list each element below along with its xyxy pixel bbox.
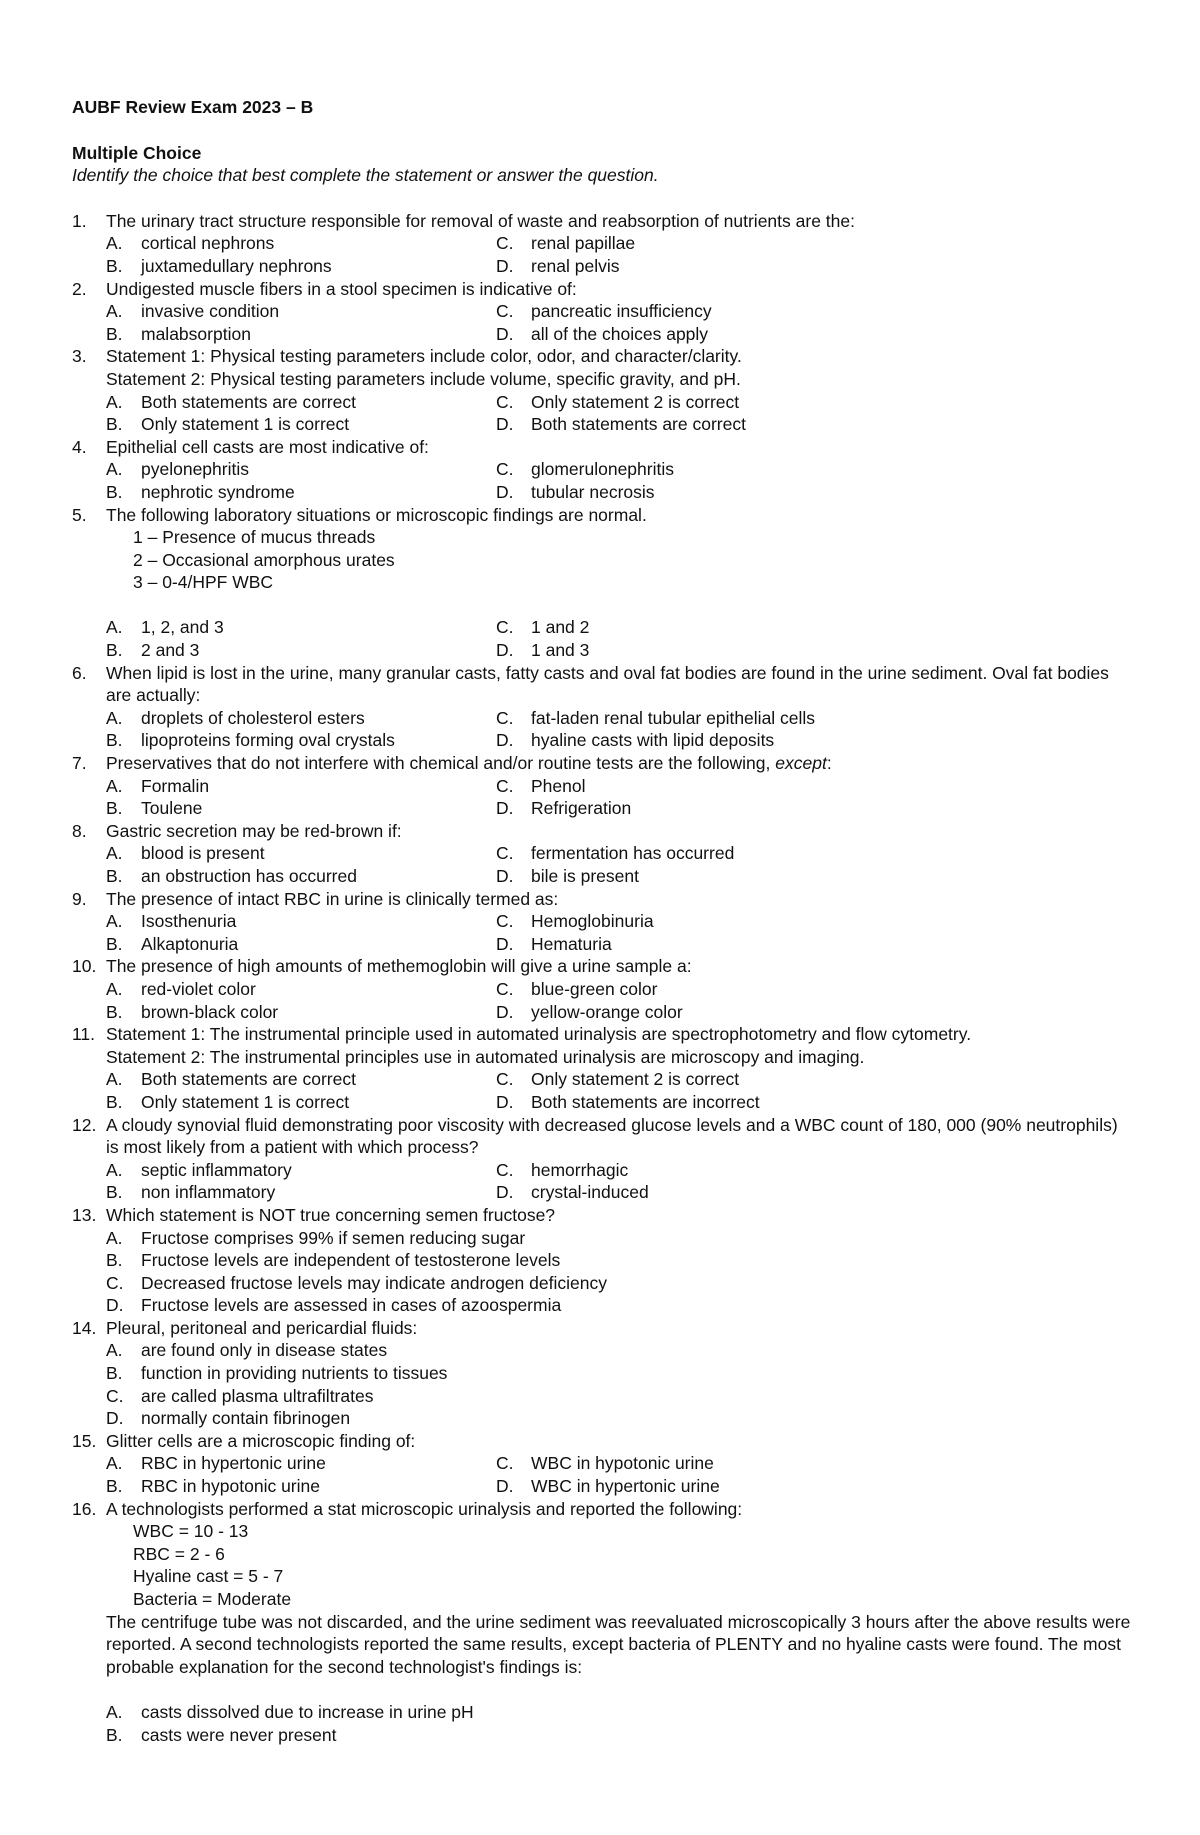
question-number: 15.	[72, 1430, 97, 1451]
choice-letter: A.	[106, 617, 123, 638]
choice-c	[496, 391, 886, 414]
question-number: 5.	[72, 504, 87, 525]
choice-text: bile is present	[531, 866, 639, 886]
choice-b	[106, 1091, 496, 1114]
choice-letter: B.	[106, 481, 123, 502]
choice-letter: B.	[106, 414, 123, 435]
question-number: 14.	[72, 1317, 97, 1338]
choice-b	[106, 865, 496, 888]
choice-letter: D.	[496, 1476, 514, 1497]
choice-letter: A.	[106, 843, 123, 864]
choice-row	[106, 842, 1132, 865]
choice-letter: B.	[106, 1250, 123, 1271]
question-15	[72, 1430, 1132, 1498]
choice-letter: C.	[496, 707, 514, 728]
choice-letter: B.	[106, 255, 123, 276]
finding-item: 3 – 0-4/HPF WBC	[133, 572, 274, 593]
choice-letter: D.	[496, 414, 514, 435]
choice-letter: D.	[496, 640, 514, 661]
choice-text: Decreased fructose levels may indicate androgen deficiency	[141, 1272, 607, 1293]
instructions: Identify the choice that best complete the statement or answer the question.	[72, 165, 659, 186]
choice-c	[496, 707, 886, 730]
choice-text: hyaline casts with lipid deposits	[531, 730, 775, 751]
choice-letter: A.	[106, 1340, 123, 1361]
choice-text: WBC in hypotonic urine	[531, 1453, 714, 1474]
choice-text: cortical nephrons	[141, 233, 275, 254]
choice-a	[106, 458, 496, 481]
choice-letter: C.	[496, 978, 514, 999]
choice-c	[496, 910, 886, 933]
choice-letter: A.	[106, 1453, 123, 1474]
choice-c	[106, 1385, 1132, 1408]
question-3	[72, 345, 1132, 435]
spacer	[106, 594, 1132, 617]
choice-row	[106, 1159, 1132, 1182]
question-stem: The urinary tract structure responsible for removal of waste and reabsorption of nutrients are the:	[106, 210, 855, 231]
choice-text: septic inflammatory	[141, 1159, 292, 1180]
choice-text: Hemoglobinuria	[531, 911, 654, 932]
choice-text: Alkaptonuria	[141, 933, 239, 954]
choice-letter: D.	[496, 255, 514, 276]
choice-d	[496, 729, 886, 752]
choice-row	[106, 1452, 1132, 1475]
choice-row	[106, 910, 1132, 933]
question-number: 10.	[72, 956, 97, 977]
question-stem: The following laboratory situations or microscopic findings are normal.	[106, 504, 647, 525]
choice-c	[496, 458, 886, 481]
choice-text: Toulene	[141, 798, 203, 819]
choice-c	[496, 1068, 886, 1091]
choice-text: brown-black color	[141, 1001, 279, 1022]
choice-c	[496, 232, 886, 255]
choice-text: renal pelvis	[531, 255, 620, 276]
choice-text: are called plasma ultrafiltrates	[141, 1385, 374, 1406]
choice-text: are found only in disease states	[141, 1340, 388, 1361]
choice-c	[496, 616, 886, 639]
choice-text: 1, 2, and 3	[141, 617, 224, 638]
choice-row	[106, 300, 1132, 323]
question-stem: Pleural, peritoneal and pericardial fluids:	[106, 1317, 418, 1338]
choice-text: RBC in hypertonic urine	[141, 1453, 326, 1474]
choice-b	[106, 1724, 1132, 1747]
choice-text: Only statement 1 is correct	[141, 1091, 350, 1112]
question-number: 13.	[72, 1204, 97, 1225]
choice-row	[106, 323, 1132, 346]
choice-letter: B.	[106, 1001, 123, 1022]
choice-letter: C.	[496, 911, 514, 932]
choice-text: glomerulonephritis	[531, 459, 674, 480]
question-number: 16.	[72, 1498, 97, 1519]
choice-text: WBC in hypertonic urine	[531, 1476, 720, 1497]
choice-letter: A.	[106, 1701, 123, 1722]
choice-text: 2 and 3	[141, 640, 200, 661]
choice-letter: C.	[496, 459, 514, 480]
question-stem: Undigested muscle fibers in a stool specimen is indicative of:	[106, 278, 577, 299]
choice-d	[496, 413, 886, 436]
choice-c	[496, 775, 886, 798]
choice-a	[106, 1452, 496, 1475]
choice-text: Phenol	[531, 775, 586, 796]
question-number: 4.	[72, 436, 87, 457]
choice-letter: D.	[106, 1295, 124, 1316]
choice-letter: B.	[106, 323, 123, 344]
question-5	[72, 504, 1132, 662]
choice-text: blue-green color	[531, 978, 658, 999]
choice-d	[496, 1001, 886, 1024]
choice-text: an obstruction has occurred	[141, 866, 357, 886]
choice-b	[106, 1181, 496, 1204]
result-item: WBC = 10 - 13	[133, 1521, 249, 1542]
spacer	[106, 1678, 1132, 1701]
choice-letter: A.	[106, 775, 123, 796]
question-number: 9.	[72, 888, 87, 909]
result-item: Hyaline cast = 5 - 7	[133, 1566, 284, 1587]
choice-text: lipoproteins forming oval crystals	[141, 730, 395, 751]
choice-letter: C.	[496, 391, 514, 412]
question-stem-2: Statement 2: Physical testing parameters include volume, specific gravity, and pH.	[106, 368, 741, 389]
question-4	[72, 436, 1132, 504]
question-10	[72, 955, 1132, 1023]
choice-c	[496, 1452, 886, 1475]
choice-letter: A.	[106, 391, 123, 412]
stem-emphasis: except	[775, 753, 827, 774]
choice-text: Fructose comprises 99% if semen reducing sugar	[141, 1227, 526, 1248]
choice-d	[496, 255, 886, 278]
question-7	[72, 752, 1132, 820]
choice-row	[106, 391, 1132, 414]
choice-a	[106, 707, 496, 730]
choice-letter: A.	[106, 707, 123, 728]
choice-text: pyelonephritis	[141, 459, 249, 480]
choice-text: Isosthenuria	[141, 911, 237, 932]
choice-letter: B.	[106, 933, 123, 954]
choice-letter: C.	[496, 617, 514, 638]
question-stem: The presence of high amounts of methemoglobin will give a urine sample a:	[106, 956, 692, 977]
choice-row	[106, 978, 1132, 1001]
choice-a	[106, 910, 496, 933]
choice-b	[106, 797, 496, 820]
choice-a	[106, 300, 496, 323]
choice-letter: C.	[496, 1159, 514, 1180]
question-13	[72, 1204, 1132, 1317]
choice-row	[106, 775, 1132, 798]
choice-letter: C.	[496, 301, 514, 322]
choice-a	[106, 391, 496, 414]
choice-letter: A.	[106, 911, 123, 932]
question-stem: A technologists performed a stat microscopic urinalysis and reported the following:	[106, 1498, 743, 1519]
choice-letter: C.	[106, 1385, 124, 1406]
question-stem: Statement 1: The instrumental principle used in automated urinalysis are spectrophotometry and flow cytometry.	[106, 1024, 972, 1045]
choice-letter: D.	[496, 730, 514, 751]
choice-letter: C.	[496, 1069, 514, 1090]
choice-d	[496, 1181, 886, 1204]
choice-c	[496, 978, 886, 1001]
choice-a	[106, 1159, 496, 1182]
choice-text: function in providing nutrients to tissues	[141, 1363, 448, 1384]
choice-text: yellow-orange color	[531, 1001, 683, 1022]
choice-text: red-violet color	[141, 978, 256, 999]
choice-letter: C.	[496, 233, 514, 254]
choice-a	[106, 616, 496, 639]
choice-text: hemorrhagic	[531, 1159, 629, 1180]
question-stem: A cloudy synovial fluid demonstrating poor viscosity with decreased glucose levels and a WBC count of 180, 000 (90% neutrophils) is most likely from a patient with which process?	[106, 1114, 1118, 1158]
choice-a	[106, 842, 496, 865]
choice-b	[106, 323, 496, 346]
question-stem: The presence of intact RBC in urine is clinically termed as:	[106, 888, 559, 909]
choice-a	[106, 978, 496, 1001]
choice-letter: D.	[496, 1091, 514, 1112]
choice-row	[106, 616, 1132, 639]
choice-text: juxtamedullary nephrons	[141, 255, 332, 276]
question-6	[72, 662, 1132, 752]
choice-text: Formalin	[141, 775, 210, 796]
choice-letter: B.	[106, 798, 123, 819]
choice-row	[106, 1001, 1132, 1024]
choice-letter: A.	[106, 301, 123, 322]
choice-d	[496, 933, 886, 956]
choice-c	[496, 1159, 886, 1182]
choice-c	[496, 300, 886, 323]
choice-row	[106, 413, 1132, 436]
choice-text: droplets of cholesterol esters	[141, 707, 365, 728]
choice-text: Only statement 1 is correct	[141, 414, 350, 435]
choice-letter: D.	[496, 933, 514, 954]
choice-b	[106, 481, 496, 504]
choice-row	[106, 797, 1132, 820]
choice-text: nephrotic syndrome	[141, 481, 295, 502]
choice-text: fat-laden renal tubular epithelial cells	[531, 707, 816, 728]
choice-letter: A.	[106, 459, 123, 480]
choice-text: tubular necrosis	[531, 481, 655, 502]
choice-letter: B.	[106, 1182, 123, 1203]
question-number: 1.	[72, 210, 87, 231]
choice-row	[106, 255, 1132, 278]
choice-row	[106, 1068, 1132, 1091]
question-number: 2.	[72, 278, 87, 299]
choice-d	[106, 1294, 1132, 1317]
choice-letter: C.	[106, 1272, 124, 1293]
choice-row	[106, 707, 1132, 730]
choice-text: blood is present	[141, 843, 265, 864]
choice-text: Fructose levels are independent of testosterone levels	[141, 1250, 561, 1271]
choice-row	[106, 639, 1132, 662]
choice-b	[106, 729, 496, 752]
question-stem: Statement 1: Physical testing parameters include color, odor, and character/clarity.	[106, 346, 742, 367]
choice-row	[106, 865, 1132, 888]
question-stem: Glitter cells are a microscopic finding of:	[106, 1430, 416, 1451]
question-number: 7.	[72, 753, 87, 774]
choice-text: Hematuria	[531, 933, 612, 954]
choice-a	[106, 1068, 496, 1091]
choice-text: malabsorption	[141, 323, 251, 344]
result-item: Bacteria = Moderate	[133, 1589, 292, 1609]
choice-text: all of the choices apply	[531, 323, 709, 344]
choice-a	[106, 1227, 1132, 1250]
question-number: 3.	[72, 346, 87, 367]
question-number: 8.	[72, 820, 87, 841]
finding-item: 2 – Occasional amorphous urates	[133, 549, 395, 570]
choice-text: Only statement 2 is correct	[531, 1069, 740, 1090]
choice-text: fermentation has occurred	[531, 843, 735, 864]
choice-row	[106, 1181, 1132, 1204]
choice-b	[106, 639, 496, 662]
choice-b	[106, 1362, 1132, 1385]
choice-b	[106, 1475, 496, 1498]
choice-text: casts were never present	[141, 1724, 337, 1745]
question-8	[72, 820, 1132, 888]
question-9	[72, 888, 1132, 956]
choice-row	[106, 232, 1132, 255]
choice-a	[106, 1339, 1132, 1362]
choice-c	[496, 842, 886, 865]
choice-text: RBC in hypotonic urine	[141, 1476, 320, 1497]
choice-letter: D.	[496, 481, 514, 502]
choice-b	[106, 1001, 496, 1024]
choice-text: casts dissolved due to increase in urine pH	[141, 1701, 474, 1722]
question-stem: Epithelial cell casts are most indicative of:	[106, 436, 429, 457]
question-stem-2: Statement 2: The instrumental principles use in automated urinalysis are microscopy and imaging.	[106, 1046, 865, 1067]
choice-letter: D.	[106, 1408, 124, 1429]
question-stem-2: The centrifuge tube was not discarded, and the urine sediment was reevaluated microscopically 3 hours after the above results were reported. A second technologists reported the same results, except bacteria of PLENTY and no hyaline casts were found. The most probable explanation for the second technologist's findings is:	[106, 1611, 1131, 1677]
question-16	[72, 1498, 1132, 1747]
finding-item: 1 – Presence of mucus threads	[133, 527, 376, 548]
choice-letter: B.	[106, 1724, 123, 1745]
choice-text: Both statements are correct	[141, 391, 356, 412]
choice-letter: B.	[106, 730, 123, 751]
question-1	[72, 210, 1132, 278]
choice-d	[496, 481, 886, 504]
choice-text: Both statements are incorrect	[531, 1091, 760, 1112]
choice-letter: D.	[496, 1182, 514, 1203]
choice-d	[496, 323, 886, 346]
choice-b	[106, 933, 496, 956]
choice-letter: A.	[106, 978, 123, 999]
question-stem: When lipid is lost in the urine, many granular casts, fatty casts and oval fat bodies are found in the urine sediment. Oval fat bodies are actually:	[106, 662, 1109, 706]
choice-letter: C.	[496, 775, 514, 796]
choice-text: Both statements are correct	[531, 414, 746, 435]
choice-d	[496, 797, 886, 820]
choice-a	[106, 232, 496, 255]
choice-letter: D.	[496, 866, 514, 886]
question-2	[72, 278, 1132, 346]
choice-text: non inflammatory	[141, 1182, 276, 1203]
choice-b	[106, 413, 496, 436]
question-stem	[106, 752, 1132, 775]
choice-text: normally contain fibrinogen	[141, 1408, 351, 1429]
question-11	[72, 1023, 1132, 1113]
choice-text: 1 and 3	[531, 640, 590, 661]
choice-letter: A.	[106, 233, 123, 254]
choice-letter: B.	[106, 1363, 123, 1384]
section-heading: Multiple Choice	[72, 142, 202, 163]
choice-b	[106, 255, 496, 278]
choice-letter: C.	[496, 843, 514, 864]
choice-letter: B.	[106, 1476, 123, 1497]
choice-text: Fructose levels are assessed in cases of azoospermia	[141, 1295, 562, 1316]
choice-c	[106, 1272, 1132, 1295]
choice-text: Refrigeration	[531, 798, 632, 819]
choice-row	[106, 1091, 1132, 1114]
choice-row	[106, 458, 1132, 481]
choice-letter: C.	[496, 1453, 514, 1474]
question-number: 6.	[72, 662, 87, 683]
choice-text: renal papillae	[531, 233, 636, 254]
choice-d	[496, 639, 886, 662]
choice-row	[106, 1475, 1132, 1498]
choice-text: Both statements are correct	[141, 1069, 356, 1090]
choice-text: invasive condition	[141, 301, 280, 322]
choice-letter: B.	[106, 640, 123, 661]
choice-row	[106, 729, 1132, 752]
choice-row	[106, 481, 1132, 504]
choice-letter: B.	[106, 866, 123, 886]
choice-letter: D.	[496, 323, 514, 344]
choice-a	[106, 775, 496, 798]
result-item: RBC = 2 - 6	[133, 1543, 225, 1564]
question-number: 12.	[72, 1114, 97, 1135]
choice-d	[496, 1091, 886, 1114]
stem-text: Preservatives that do not interfere with chemical and/or routine tests are the following,	[106, 753, 771, 774]
choice-letter: D.	[496, 798, 514, 819]
choice-text: pancreatic insufficiency	[531, 301, 712, 322]
stem-tail: :	[826, 753, 832, 774]
choice-b	[106, 1249, 1132, 1272]
choice-text: Only statement 2 is correct	[531, 391, 740, 412]
question-12	[72, 1114, 1132, 1204]
page-title: AUBF Review Exam 2023 – B	[72, 97, 314, 117]
choice-d	[106, 1407, 1132, 1430]
choice-letter: A.	[106, 1159, 123, 1180]
choice-letter: D.	[496, 1001, 514, 1022]
choice-d	[496, 1475, 886, 1498]
choice-row	[106, 933, 1132, 956]
choice-letter: A.	[106, 1227, 123, 1248]
choice-text: crystal-induced	[531, 1182, 649, 1203]
choice-a	[106, 1701, 1132, 1724]
choice-letter: A.	[106, 1069, 123, 1090]
choice-letter: B.	[106, 1091, 123, 1112]
question-14	[72, 1317, 1132, 1430]
choice-text: 1 and 2	[531, 617, 590, 638]
choice-d	[496, 865, 886, 888]
question-stem: Which statement is NOT true concerning semen fructose?	[106, 1204, 556, 1225]
question-stem: Gastric secretion may be red-brown if:	[106, 820, 402, 841]
question-number: 11.	[72, 1024, 96, 1045]
